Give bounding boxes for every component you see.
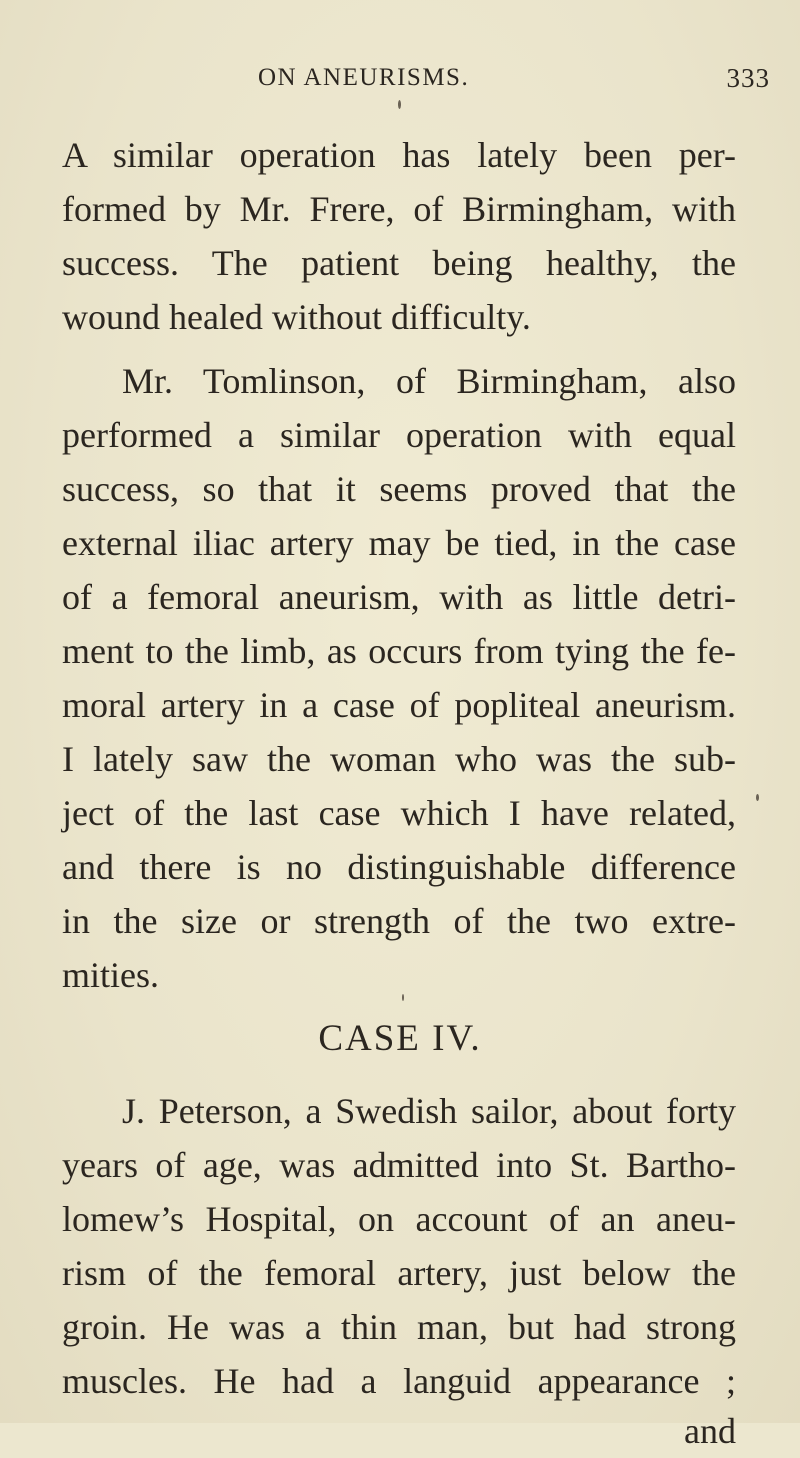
text-line: and there is no distinguishable difference <box>62 847 736 887</box>
text-line: in the size or strength of the two extre- <box>62 901 736 941</box>
ink-speck <box>402 994 404 1001</box>
text-line: groin. He was a thin man, but had strong <box>62 1307 736 1347</box>
text-line: ject of the last case which I have related, <box>62 793 736 833</box>
running-head <box>0 58 800 98</box>
page-number: 333 <box>726 63 770 93</box>
text-line: success, so that it seems proved that the <box>62 469 736 509</box>
text-line: Mr. Tomlinson, of Birmingham, also <box>122 361 736 401</box>
text-line: moral artery in a case of popliteal aneurism. <box>62 685 736 725</box>
text-line: years of age, was admitted into St. Bartho- <box>62 1145 736 1185</box>
text-line: muscles. He had a languid appearance ; <box>62 1361 736 1401</box>
text-line: mities. <box>62 955 159 995</box>
text-line: ment to the limb, as occurs from tying the fe- <box>62 631 736 671</box>
text-line: formed by Mr. Frere, of Birmingham, with <box>62 189 736 229</box>
ink-speck <box>398 100 401 109</box>
ink-speck <box>756 794 759 801</box>
text-line: rism of the femoral artery, just below the <box>62 1253 736 1293</box>
case-heading: CASE IV. <box>318 1018 482 1059</box>
text-line: and <box>684 1411 736 1451</box>
text-line: external iliac artery may be tied, in the case <box>62 523 736 563</box>
text-line: A similar operation has lately been per- <box>62 135 736 175</box>
text-line: success. The patient being healthy, the <box>62 243 736 283</box>
text-line: I lately saw the woman who was the sub- <box>62 739 736 779</box>
text-line: of a femoral aneurism, with as little detri- <box>62 577 736 617</box>
text-line: lomew’s Hospital, on account of an aneu- <box>62 1199 736 1239</box>
text-line: wound healed without difficulty. <box>62 297 531 337</box>
running-head-title: ON ANEURISMS. <box>258 64 470 91</box>
text-line: performed a similar operation with equal <box>62 415 736 455</box>
text-line: J. Peterson, a Swedish sailor, about forty <box>122 1091 736 1131</box>
